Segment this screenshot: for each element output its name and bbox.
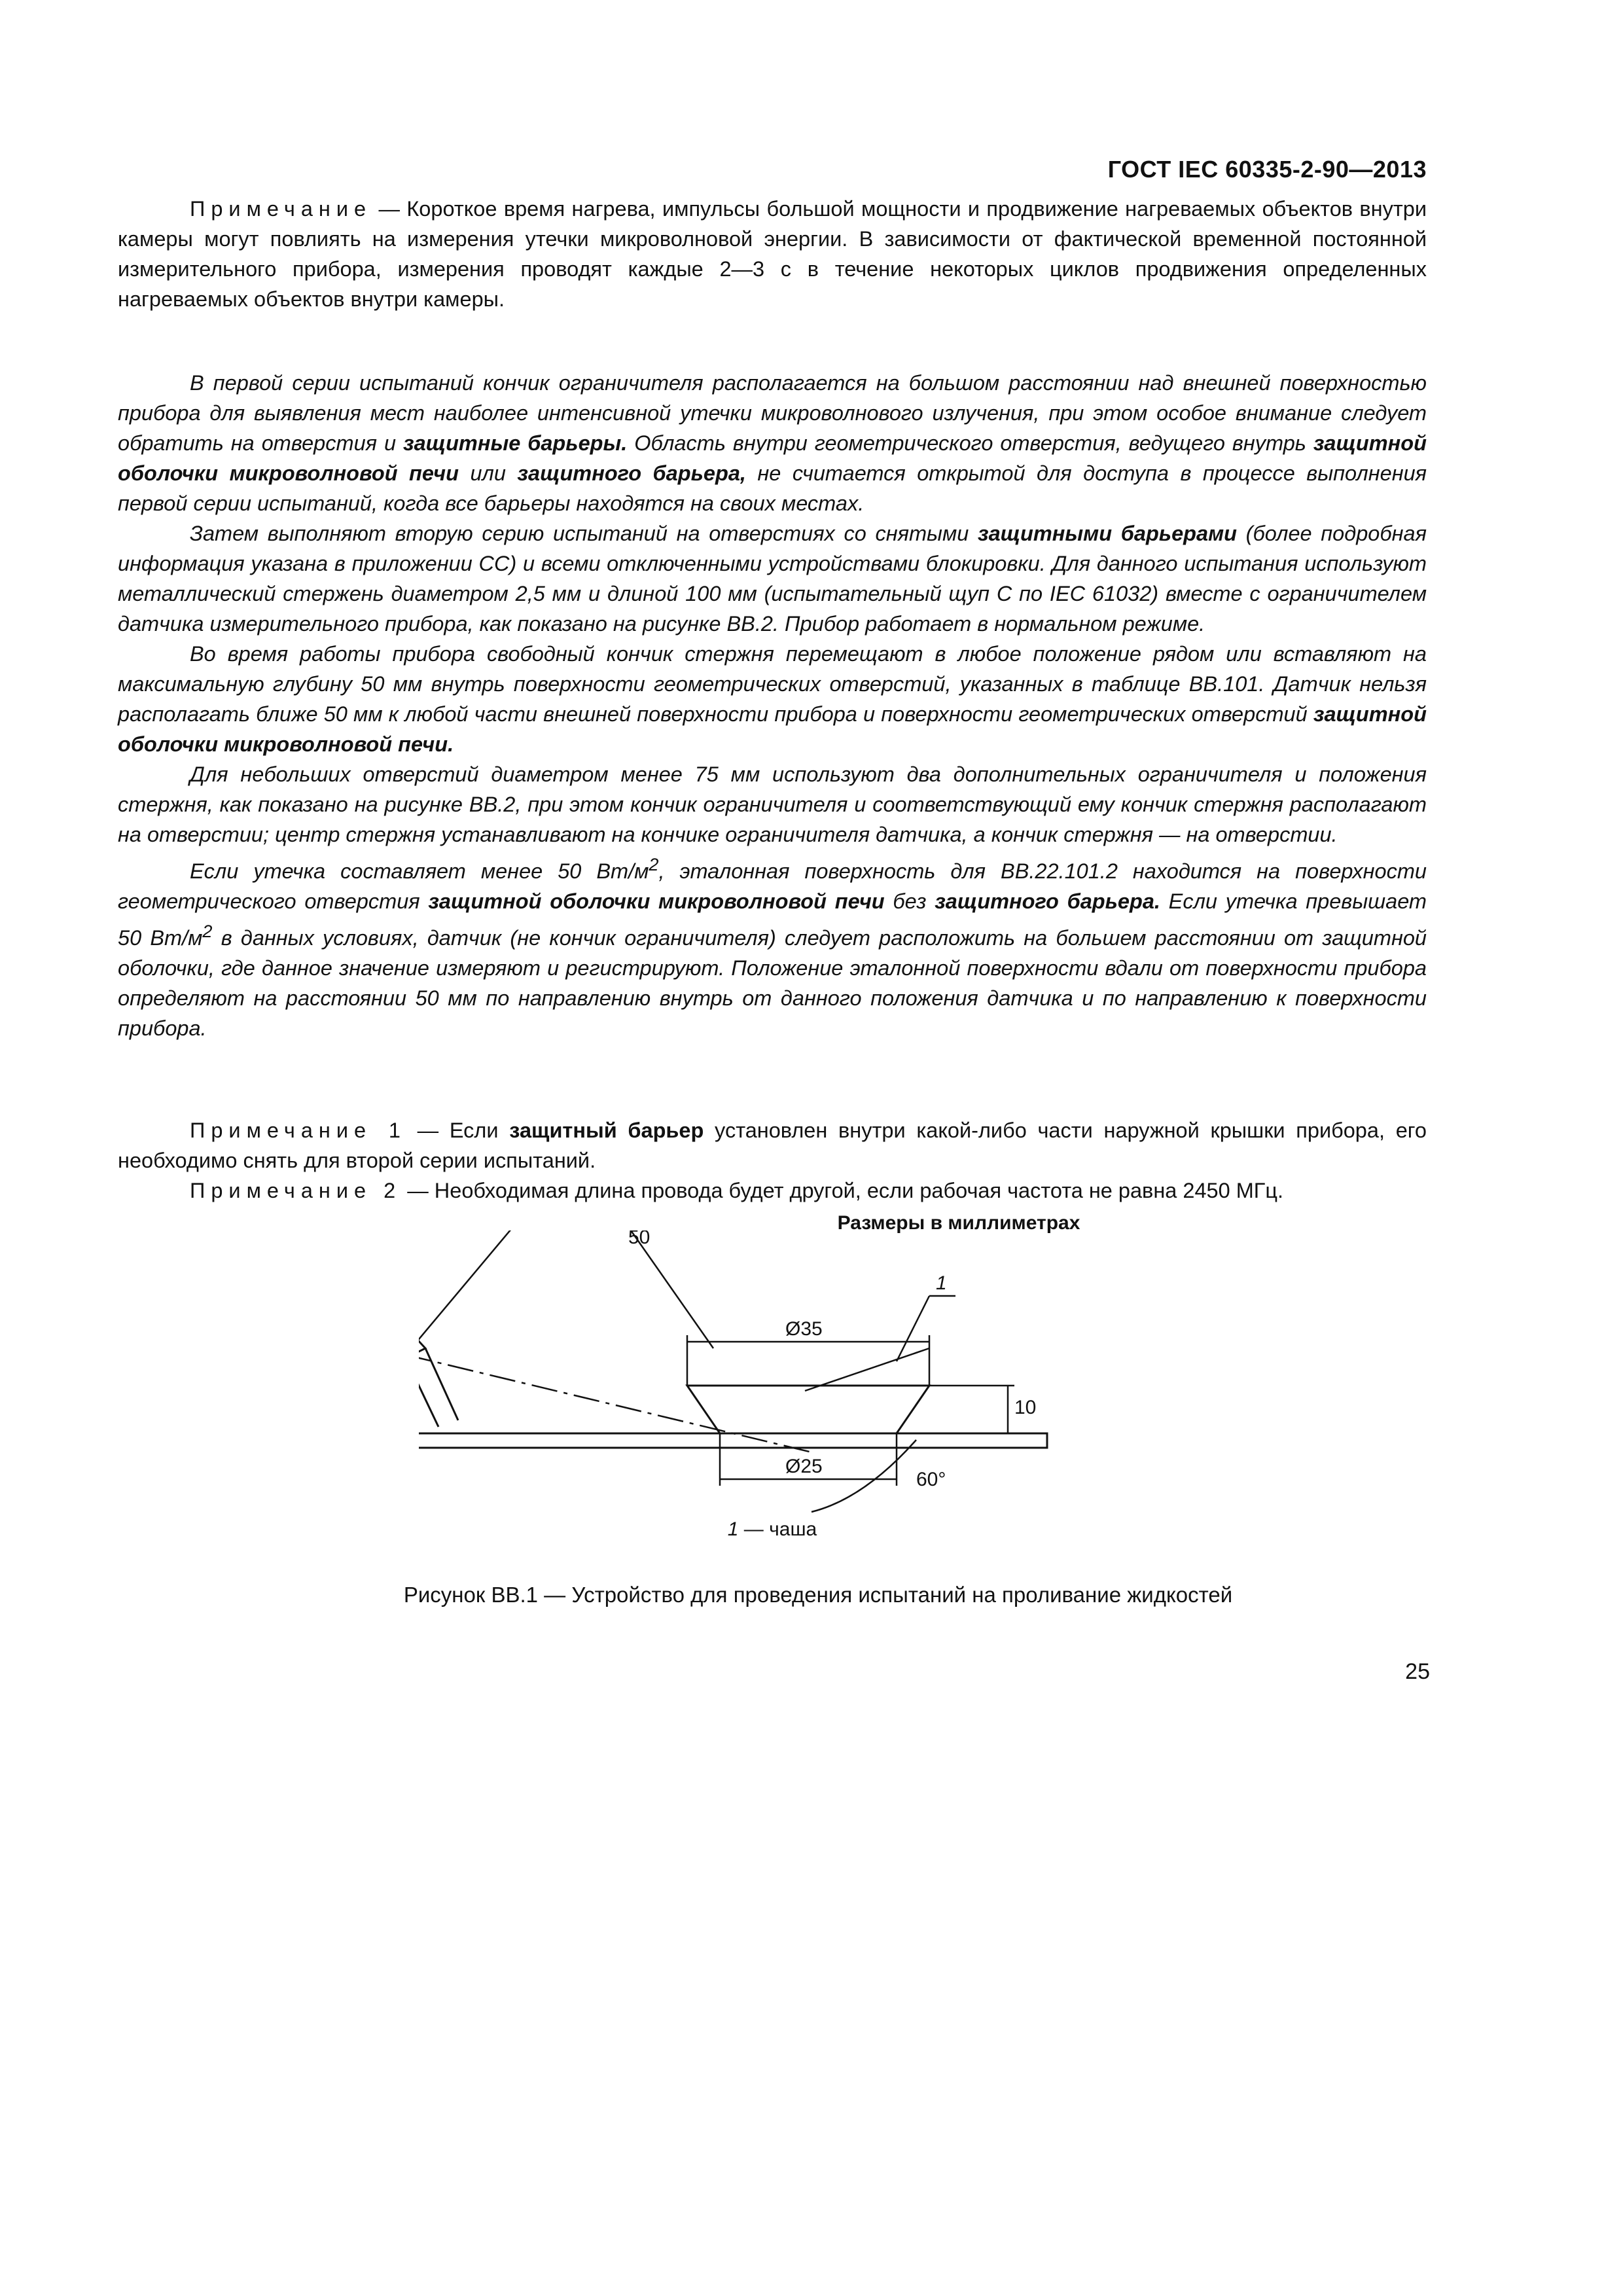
standard-designation: ГОСТ IEC 60335-2-90—2013: [1107, 156, 1427, 183]
dim-label-50: 50: [628, 1230, 651, 1248]
dim-label-10: 10: [1014, 1397, 1037, 1418]
bowl: [687, 1386, 929, 1433]
note-2: Примечание 2 — Необходимая длина провода будет другой, если рабочая частота не равна 2450 МГц.: [190, 1179, 1284, 1202]
dimensions-caption: Размеры в миллиметрах: [837, 1212, 1080, 1234]
dim-label-d25: Ø25: [785, 1456, 823, 1477]
dim-label-angle: 60°: [916, 1469, 946, 1490]
axis-line: [419, 1355, 815, 1453]
bold-term: защитный барьер: [509, 1119, 704, 1142]
note-1: Примечание 1 — Если защитный барьер установлен внутри какой-либо части наружной крышки прибора, его необходимо снять для второй серии испытаний.: [118, 1119, 1427, 1172]
bold-term: защитного барьера,: [517, 461, 746, 485]
note-label: Примечание: [190, 197, 372, 221]
paragraph-4: Для небольших отверстий диаметром менее 75 мм используют два дополнительных ограничителя и положения стержня, как показано на рисунке BB.2, при этом кончик ограничителя и соответствующий ему кончик стержня располагают на отверстии; центр стержня устанавливают на кончике ограничителя датчика, а кончик стержня — на отверстии.: [118, 762, 1427, 846]
bold-term: защитной оболочки микроволновой печи.: [118, 702, 1427, 756]
cone-nozzle: [419, 1302, 425, 1358]
callout-number: 1: [936, 1272, 947, 1294]
bold-term: защитного барьера.: [935, 889, 1160, 913]
paragraph-5: Если утечка составляет менее 50 $Вт/м^2$, эталонная поверхность для BB.22.101.2 находится на поверхности геометрического отверстия защитной оболочки микроволновой печи без защитного барьера. Если утечка превышает 50 $Вт/м^2$ в данных условиях, датчик (не кончик ограничителя) следует расположить на большем расстоянии от защитной оболочки, где данное значение измеряют и регистрируют. Положение эталонной поверхности вдали от поверхности прибора определяют на расстоянии 50 мм по направлению внутрь от данного положения датчика и по направлению к поверхности прибора.: [118, 854, 1427, 1040]
figure-caption: Рисунок BB.1 — Устройство для проведения испытаний на проливание жидкостей: [403, 1583, 1233, 1607]
base-plate: [419, 1433, 1047, 1448]
body-paragraphs: [118, 368, 1427, 1043]
technical-drawing: [419, 1230, 1139, 1522]
bold-term: защитными барьерами: [978, 522, 1237, 545]
paragraph-3: Во время работы прибора свободный кончик стержня перемещают в любое положение рядом или вставляют на максимальную глубину 50 мм внутрь поверхности геометрических отверстий, указанных в таблице BB.101. Датчик нельзя располагать ближе 50 мм к любой части внешней поверхности прибора и поверхности геометрических отверстий защитной оболочки микроволновой печи.: [118, 642, 1427, 756]
callout-leader: [897, 1296, 929, 1361]
dim-50-line: [576, 1230, 713, 1348]
dim-label-d35: Ø35: [785, 1318, 823, 1340]
notes: [118, 1115, 1427, 1206]
bold-term: защитные барьеры.: [403, 431, 628, 455]
figure-legend: 1 — чаша: [727, 1518, 817, 1540]
note-top: [118, 194, 1427, 314]
note-text: — Короткое время нагрева, импульсы большой мощности и продвижение нагреваемых объектов внутри камеры могут повлиять на измерения утечки микроволновой энергии. В зависимости от фактической временной постоянной измерительного прибора, измерения проводят каждые 2—3 с в течение некоторых циклов продвижения определенных нагреваемых объектов внутри камеры.: [118, 197, 1427, 311]
paragraph-1: В первой серии испытаний кончик ограничителя располагается на большом расстоянии над внешней поверхностью прибора для выявления мест наиболее интенсивной утечки микроволнового излучения, при этом особое внимание следует обратить на отверстия и защитные барьеры. Область внутри геометрического отверстия, ведущего внутрь защитной оболочки микроволновой печи или защитного барьера, не считается открытой для доступа в процессе выполнения первой серии испытаний, когда все барьеры находятся на своих местах.: [118, 371, 1427, 515]
bold-term: защитной оболочки микроволновой печи: [428, 889, 885, 913]
bold-term: защитной оболочки микроволновой печи: [118, 431, 1427, 485]
page-number: 25: [1405, 1659, 1430, 1684]
angle-arc: [812, 1440, 916, 1512]
paragraph-2: Затем выполняют вторую серию испытаний на отверстиях со снятыми защитными барьерами (более подробная информация указана в приложении CC) и всеми отключенными устройствами блокировки. Для данного испытания используют металлический стержень диаметром 2,5 мм и длиной 100 мм (испытательный щуп C по IEC 61032) вместе с ограничителем датчика измерительного прибора, как показано на рисунке BB.2. Прибор работает в нормальном режиме.: [118, 522, 1427, 636]
drawing-svg: [419, 1230, 1139, 1518]
